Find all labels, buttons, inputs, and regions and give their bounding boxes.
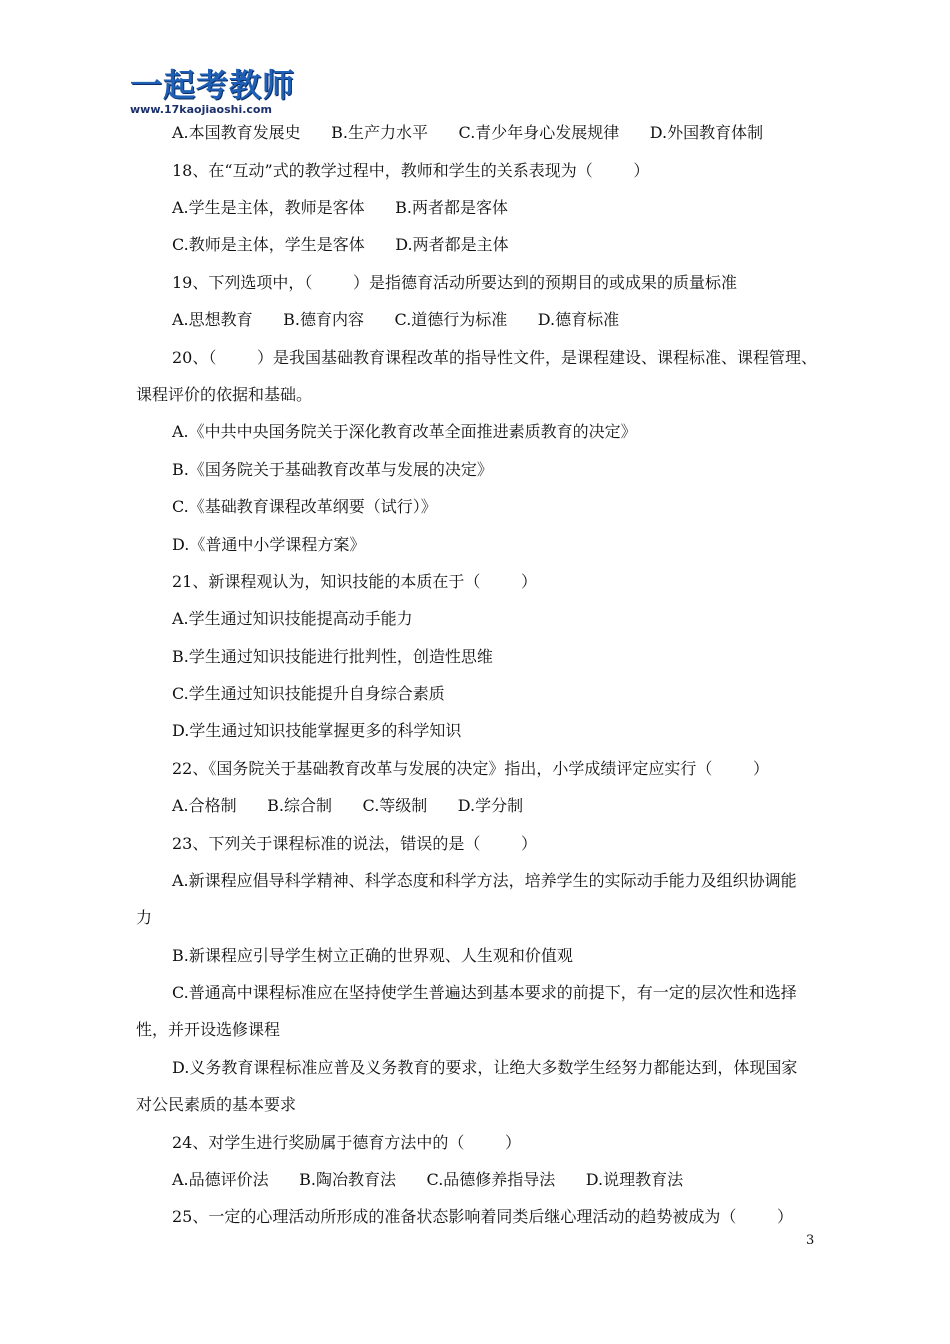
option-q21-a: A.学生通过知识技能提高动手能力 [172,609,413,628]
logo-url: www.17kaojiaoshi.com [130,103,272,116]
question-20: 20、（ ）是我国基础教育课程改革的指导性文件，是课程建设、课程标准、课程管理、 [172,348,818,367]
option-q23-d-cont: 对公民素质的基本要求 [136,1095,297,1114]
options-q17: A.本国教育发展史 B.生产力水平 C.青少年身心发展规律 D.外国教育体制 [172,123,764,142]
question-20-cont: 课程评价的依据和基础。 [136,385,313,404]
question-24: 24、对学生进行奖励属于德育方法中的（ ） [172,1133,522,1152]
question-18: 18、在“互动”式的教学过程中，教师和学生的关系表现为（ ） [172,161,650,180]
options-q19: A.思想教育 B.德育内容 C.道德行为标准 D.德育标准 [172,310,620,329]
options-q18-row-2: C.教师是主体，学生是客体 D.两者都是主体 [172,235,509,254]
option-q20-a: A.《中共中央国务院关于深化教育改革全面推进素质教育的决定》 [172,422,637,441]
logo-title: 一起考教师 [130,66,296,104]
page-number: 3 [806,1233,815,1248]
option-q20-d: D.《普通中小学课程方案》 [172,535,366,554]
option-q21-c: C.学生通过知识技能提升自身综合素质 [172,684,445,703]
option-q21-d: D.学生通过知识技能掌握更多的科学知识 [172,721,462,740]
options-q24: A.品德评价法 B.陶冶教育法 C.品德修养指导法 D.说理教育法 [172,1170,684,1189]
options-q22: A.合格制 B.综合制 C.等级制 D.学分制 [172,796,524,815]
question-21: 21、新课程观认为，知识技能的本质在于（ ） [172,572,538,591]
option-q23-a: A.新课程应倡导科学精神、科学态度和科学方法，培养学生的实际动手能力及组织协调能 [172,871,797,890]
option-q20-c: C.《基础教育课程改革纲要（试行）》 [172,497,437,516]
question-22: 22、《国务院关于基础教育改革与发展的决定》指出，小学成绩评定应实行（ ） [172,759,770,778]
option-q23-b: B.新课程应引导学生树立正确的世界观、人生观和价值观 [172,946,573,965]
option-q23-c-cont: 性，并开设选修课程 [136,1020,281,1039]
option-q23-a-cont: 力 [136,908,153,927]
option-q21-b: B.学生通过知识技能进行批判性，创造性思维 [172,647,493,666]
option-q23-d: D.义务教育课程标准应普及义务教育的要求，让绝大多数学生经努力都能达到，体现国家 [172,1058,798,1077]
options-q18-row-1: A.学生是主体，教师是客体 B.两者都是客体 [172,198,509,217]
question-19: 19、下列选项中，（ ）是指德育活动所要达到的预期目的或成果的质量标准 [172,273,738,292]
question-25: 25、一定的心理活动所形成的准备状态影响着同类后继心理活动的趋势被成为（ ） [172,1207,794,1226]
option-q23-c: C.普通高中课程标准应在坚持使学生普遍达到基本要求的前提下，有一定的层次性和选择 [172,983,797,1002]
option-q20-b: B.《国务院关于基础教育改革与发展的决定》 [172,460,493,479]
site-logo [130,68,305,116]
question-23: 23、下列关于课程标准的说法，错误的是（ ） [172,834,538,853]
